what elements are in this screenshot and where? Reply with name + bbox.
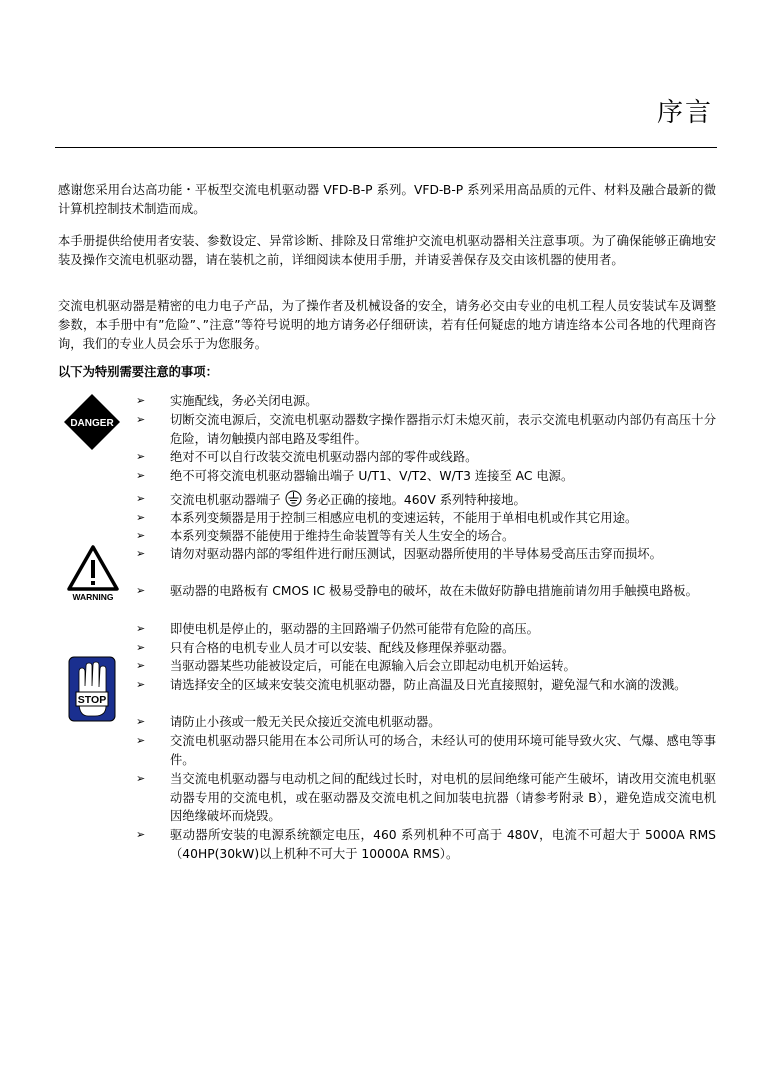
warning-label: WARNING — [72, 592, 114, 602]
ground-symbol-icon — [285, 490, 302, 507]
list-item-text: 只有合格的电机专业人员才可以安装、配线及修理保养驱动器。 — [170, 641, 515, 655]
bullet-arrow-icon: ➢ — [136, 715, 146, 728]
list-item-text: 当驱动器某些功能被设定后，可能在电源输入后会立即起动电机开始运转。 — [170, 659, 576, 673]
list-item-text: 请勿对驱动器内部的零组件进行耐压测试，因驱动器所使用的半导体易受高压击穿而损坏。 — [170, 547, 662, 561]
danger-label: DANGER — [70, 418, 114, 429]
list-item-text: 驱动器的电路板有 CMOS IC 极易受静电的破坏，故在未做好防静电措施前请勿用手触摸电路板。 — [170, 584, 698, 598]
bullet-arrow-icon: ➢ — [136, 678, 146, 691]
bullet-arrow-icon: ➢ — [136, 529, 146, 542]
notice-heading: 以下为特别需要注意的事项： — [58, 365, 218, 379]
bullet-arrow-icon: ➢ — [136, 511, 146, 524]
list-item-text: 即使电机是停止的，驱动器的主回路端子仍然可能带有危险的高压。 — [170, 622, 539, 636]
bullet-arrow-icon: ➢ — [136, 641, 146, 654]
stop-label: STOP — [77, 694, 107, 706]
list-item-text: 绝对不可以自行改装交流电机驱动器内部的零件或线路。 — [170, 450, 478, 464]
list-item-text: 实施配线，务必关闭电源。 — [170, 394, 318, 408]
list-item-text: 交流电机驱动器只能用在本公司所认可的场合，未经认可的使用环境可能导致火灾、气爆、感电等事件。 — [170, 734, 716, 767]
bullet-arrow-icon: ➢ — [136, 622, 146, 635]
bullet-arrow-icon: ➢ — [136, 547, 146, 560]
page-title: 序言 — [656, 98, 713, 128]
title-divider — [55, 147, 717, 148]
danger-icon — [63, 393, 121, 451]
bullet-arrow-icon: ➢ — [136, 450, 146, 463]
bullet-arrow-icon: ➢ — [136, 734, 146, 747]
list-item-text: 绝不可将交流电机驱动器输出端子 U/T1、V/T2、W/T3 连接至 AC 电源。 — [170, 469, 574, 483]
bullet-arrow-icon: ➢ — [136, 394, 146, 407]
warning-icon — [66, 545, 120, 603]
bullet-arrow-icon: ➢ — [136, 469, 146, 482]
bullet-arrow-icon: ➢ — [136, 584, 146, 597]
bullet-arrow-icon: ➢ — [136, 659, 146, 672]
item-text-suffix: 务必正确的接地。460V 系列特种接地。 — [305, 493, 526, 507]
list-item-text: 当交流电机驱动器与电动机之间的配线过长时，对电机的层间绝缘可能产生破坏，请改用交流电机驱动器专用的交流电机，或在驱动器及交流电机之间加装电抗器（请参考附录 B），避免造成交流电机因绝缘破坏而烧毁。 — [170, 772, 716, 823]
bullet-arrow-icon: ➢ — [136, 492, 146, 505]
bullet-arrow-icon: ➢ — [136, 413, 146, 426]
safety-paragraph: 交流电机驱动器是精密的电力电子产品，为了操作者及机械设备的安全，请务必交由专业的电机工程人员安装试车及调整参数，本手册中有”危险”、”注意”等符号说明的地方请务必仔细研读，若有任何疑虑的地方请连络本公司各地的代理商咨询，我们的专业人员会乐于为您服务。 — [58, 299, 716, 351]
item-text-prefix: 交流电机驱动器端子 — [170, 493, 281, 507]
list-item-text: 驱动器所安装的电源系统额定电压，460 系列机种不可高于 480V，电流不可超大于 5000A RMS（40HP(30kW)以上机种不可大于 10000A RMS）。 — [170, 828, 716, 861]
list-item-text: 请防止小孩或一般无关民众接近交流电机驱动器。 — [170, 715, 441, 729]
manual-purpose-paragraph: 本手册提供给使用者安装、参数设定、异常诊断、排除及日常维护交流电机驱动器相关注意事项。为了确保能够正确地安装及操作交流电机驱动器，请在装机之前，详细阅读本使用手册，并请妥善保存及交由该机器的使用者。 — [58, 234, 716, 267]
bullet-arrow-icon: ➢ — [136, 772, 146, 785]
stop-hand-icon — [68, 656, 116, 722]
list-item-text: 本系列变频器不能使用于维持生命装置等有关人生安全的场合。 — [170, 529, 515, 543]
list-item-text: 请选择安全的区域来安装交流电机驱动器，防止高温及日光直接照射，避免湿气和水滴的泼溅。 — [170, 678, 687, 692]
bullet-arrow-icon: ➢ — [136, 828, 146, 841]
list-item-text: 本系列变频器是用于控制三相感应电机的变速运转，不能用于单相电机或作其它用途。 — [170, 511, 638, 525]
intro-paragraph: 感谢您采用台达高功能・平板型交流电机驱动器 VFD-B-P 系列。VFD-B-P 系列采用高品质的元件、材料及融合最新的微计算机控制技术制造而成。 — [58, 183, 716, 216]
list-item-text: 切断交流电源后，交流电机驱动器数字操作器指示灯未熄灭前，表示交流电机驱动内部仍有高压十分危险，请勿触摸内部电路及零组件。 — [170, 413, 716, 446]
list-item-text — [170, 490, 716, 510]
